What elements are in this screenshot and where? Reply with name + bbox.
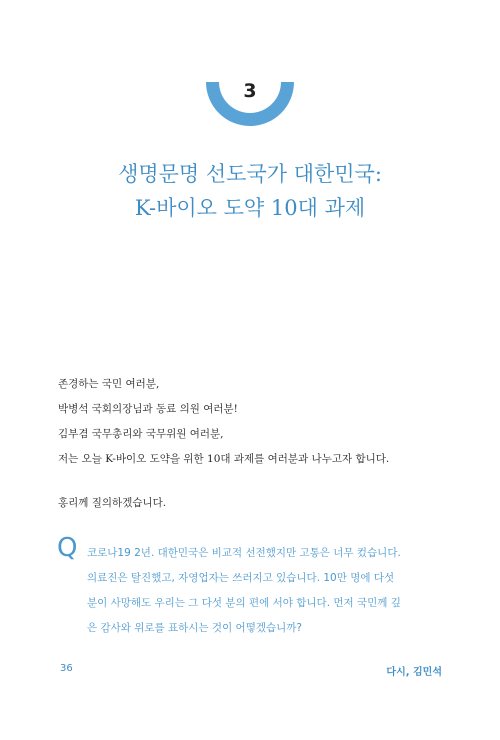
running-head: 다시, 김민석 <box>386 667 442 678</box>
chapter-title-line-1: 생명문명 선도국가 대한민국: <box>118 162 382 186</box>
speech-line: 박병석 국회의장님과 동료 의원 여러분! <box>58 403 238 415</box>
question-line: 의료진은 탈진했고, 자영업자는 쓰러지고 있습니다. 10만 명에 다섯 <box>87 572 395 584</box>
chapter-number: 3 <box>243 80 257 102</box>
question-mark-q: Q <box>57 533 78 563</box>
closing-line: 홍리께 질의하겠습니다. <box>58 497 167 509</box>
question-line: 분이 사망해도 우리는 그 다섯 분의 편에 서야 합니다. 먼저 국민께 깊 <box>87 597 401 609</box>
chapter-title-line-2: K-바이오 도약 10대 과제 <box>134 196 366 220</box>
question-line: 은 감사와 위로를 표하시는 것이 어떻겠습니까? <box>87 622 302 634</box>
speech-line: 김부겸 국무총리와 국무위원 여러분, <box>58 428 224 440</box>
question-line: 코로나19 2년. 대한민국은 비교적 선전했지만 고통은 너무 컸습니다. <box>87 547 401 559</box>
speech-line: 저는 오늘 K-바이오 도약을 위한 10대 과제를 여러분과 나누고자 합니다. <box>58 453 390 465</box>
page-number: 36 <box>60 663 73 674</box>
speech-line: 존경하는 국민 여러분, <box>58 378 160 390</box>
